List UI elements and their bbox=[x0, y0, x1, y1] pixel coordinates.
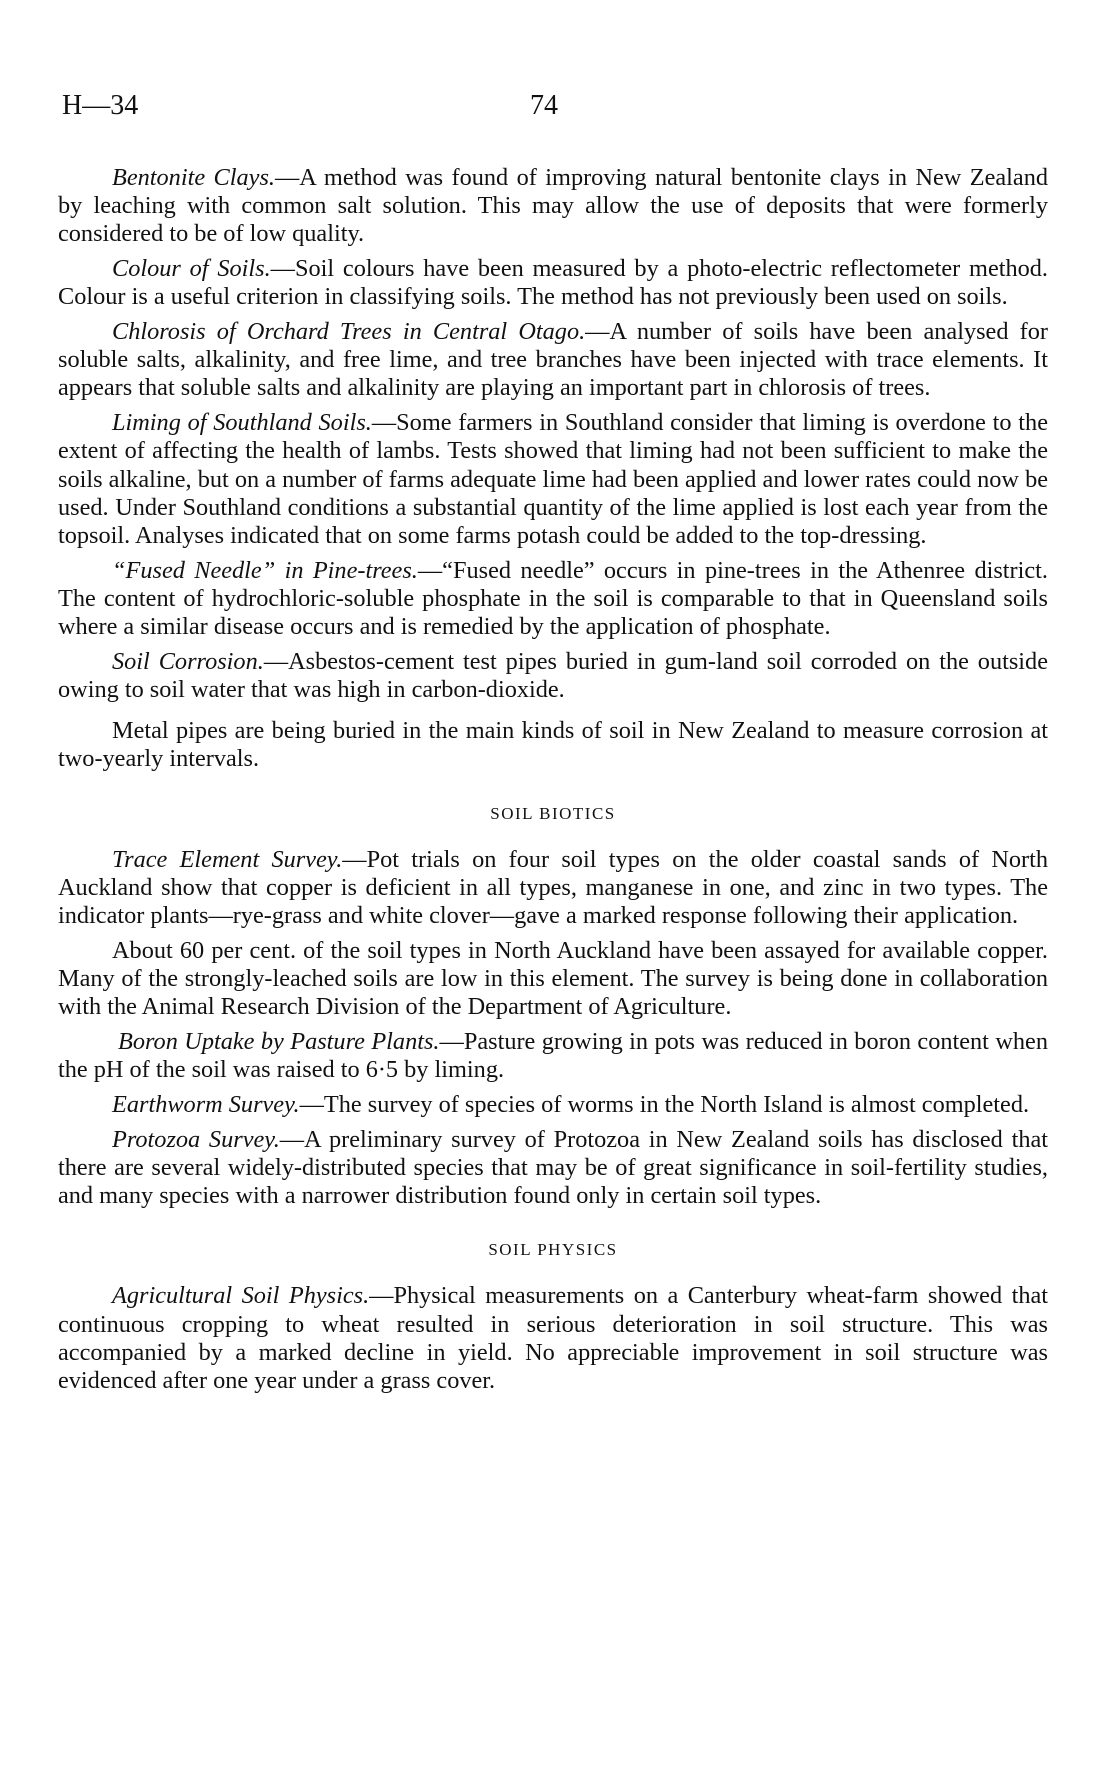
paragraph-trace-element bbox=[58, 846, 1048, 931]
paragraph-soil-corrosion bbox=[58, 648, 1048, 704]
paragraph-boron-uptake bbox=[58, 1028, 1048, 1084]
paragraph-text: —Pot trials on four soil types on the older coastal sands of North Auckland show that copper is deficient in all types, manganese in one, and zinc in two types. The indicator plants—rye-grass and white clover—gave a marked response following their application. bbox=[58, 845, 1049, 930]
paragraph-text: —The survey of species of worms in the North Island is almost completed. bbox=[299, 1090, 1030, 1118]
document-code: H—34 bbox=[62, 90, 139, 121]
paragraph-fused-needle bbox=[58, 557, 1048, 642]
paragraph-text: —“Fused needle” occurs in pine-trees in the Athenree district. The content of hydrochloric-soluble phosphate in the soil is comparable to that in Queensland soils where a similar disease occurs and is remedied by the application of phosphate. bbox=[58, 556, 1049, 641]
paragraph-bentonite-clays bbox=[58, 164, 1048, 249]
paragraph-title: Protozoa Survey. bbox=[112, 1125, 280, 1153]
paragraph-text: Metal pipes are being buried in the main kinds of soil in New Zealand to measure corrosion at two-yearly intervals. bbox=[58, 717, 1048, 773]
paragraph-text: —Soil colours have been measured by a photo-electric reflectometer method. Colour is a useful criterion in classifying soils. The method has not previously been used on soils. bbox=[58, 255, 1049, 311]
paragraph-text: —Pasture growing in pots was reduced in boron content when the pH of the soil was raised to 6·5 by liming. bbox=[58, 1027, 1048, 1084]
paragraph-text: —A number of soils have been analysed for soluble salts, alkalinity, and free lime, and tree branches have been injected with trace elements. It appears that soluble salts and alkalinity are playing an important part in chlorosis of trees. bbox=[58, 318, 1048, 402]
paragraph-text: About 60 per cent. of the soil types in North Auckland have been assayed for available copper. Many of the strongly-leached soils are low in this element. The survey is being done in collaboration with the Animal Research Division of the Department of Agriculture. bbox=[58, 936, 1048, 1021]
paragraph-copper-assay bbox=[58, 937, 1048, 1022]
paragraph-protozoa bbox=[58, 1126, 1048, 1211]
paragraph-text: —Physical measurements on a Canterbury wheat-farm showed that continuous cropping to wheat resulted in serious deterioration in soil structure. This was accompanied by a marked decline in yield. No appreciable improvement in soil structure was evidenced after one year under a grass cover. bbox=[58, 1282, 1049, 1395]
paragraph-title: Earthworm Survey. bbox=[112, 1090, 300, 1118]
section-heading-soil-biotics: SOIL BIOTICS bbox=[490, 803, 616, 823]
paragraph-title: Agricultural Soil Physics. bbox=[112, 1282, 370, 1310]
page-content bbox=[58, 164, 1048, 1402]
paragraph-text: —A method was found of improving natural bentonite clays in New Zealand by leaching with common salt solution. This may allow the use of deposits that were formerly considered to be of low quality. bbox=[58, 164, 1049, 248]
paragraph-title: Colour of Soils. bbox=[112, 255, 271, 283]
paragraph-title: “Fused Needle” in Pine-trees. bbox=[112, 556, 418, 584]
paragraph-text: —Some farmers in Southland consider that liming is overdone to the extent of affecting the health of lambs. Tests showed that liming had not been sufficient to make the soils alkaline, but on a number of farms adequate lime had been applied and lower rates could now be used. Under Southland conditions a substantial quantity of the lime applied is lost each year from the topsoil. Analyses indicated that on some farms potash could be added to the top-dressing. bbox=[58, 409, 1048, 549]
paragraph-colour-of-soils bbox=[58, 255, 1048, 311]
paragraph-title: Liming of Southland Soils. bbox=[112, 409, 372, 437]
paragraph-chlorosis bbox=[58, 318, 1048, 403]
paragraph-liming bbox=[58, 409, 1048, 550]
paragraph-agricultural-soil-physics bbox=[58, 1282, 1048, 1395]
paragraph-title: Soil Corrosion. bbox=[112, 647, 264, 675]
page-header bbox=[62, 90, 1062, 130]
paragraph-title: Trace Element Survey. bbox=[112, 845, 343, 873]
paragraph-text: —Asbestos-cement test pipes buried in gum-land soil corroded on the outside owing to soil water that was high in carbon-dioxide. bbox=[58, 647, 1048, 703]
paragraph-metal-pipes bbox=[58, 717, 1048, 773]
paragraph-title: Boron Uptake by Pasture Plants. bbox=[118, 1027, 440, 1055]
section-heading-soil-physics: SOIL PHYSICS bbox=[488, 1240, 618, 1260]
paragraph-earthworm bbox=[58, 1091, 1048, 1119]
paragraph-title: Bentonite Clays. bbox=[112, 164, 275, 191]
page-number: 74 bbox=[530, 90, 558, 121]
paragraph-title: Chlorosis of Orchard Trees in Central Otago. bbox=[112, 318, 586, 346]
paragraph-text: —A preliminary survey of Protozoa in New Zealand soils has disclosed that there are several widely-distributed species that may be of great significance in soil-fertility studies, and many species with a narrower distribution found only in certain soil types. bbox=[58, 1125, 1049, 1209]
